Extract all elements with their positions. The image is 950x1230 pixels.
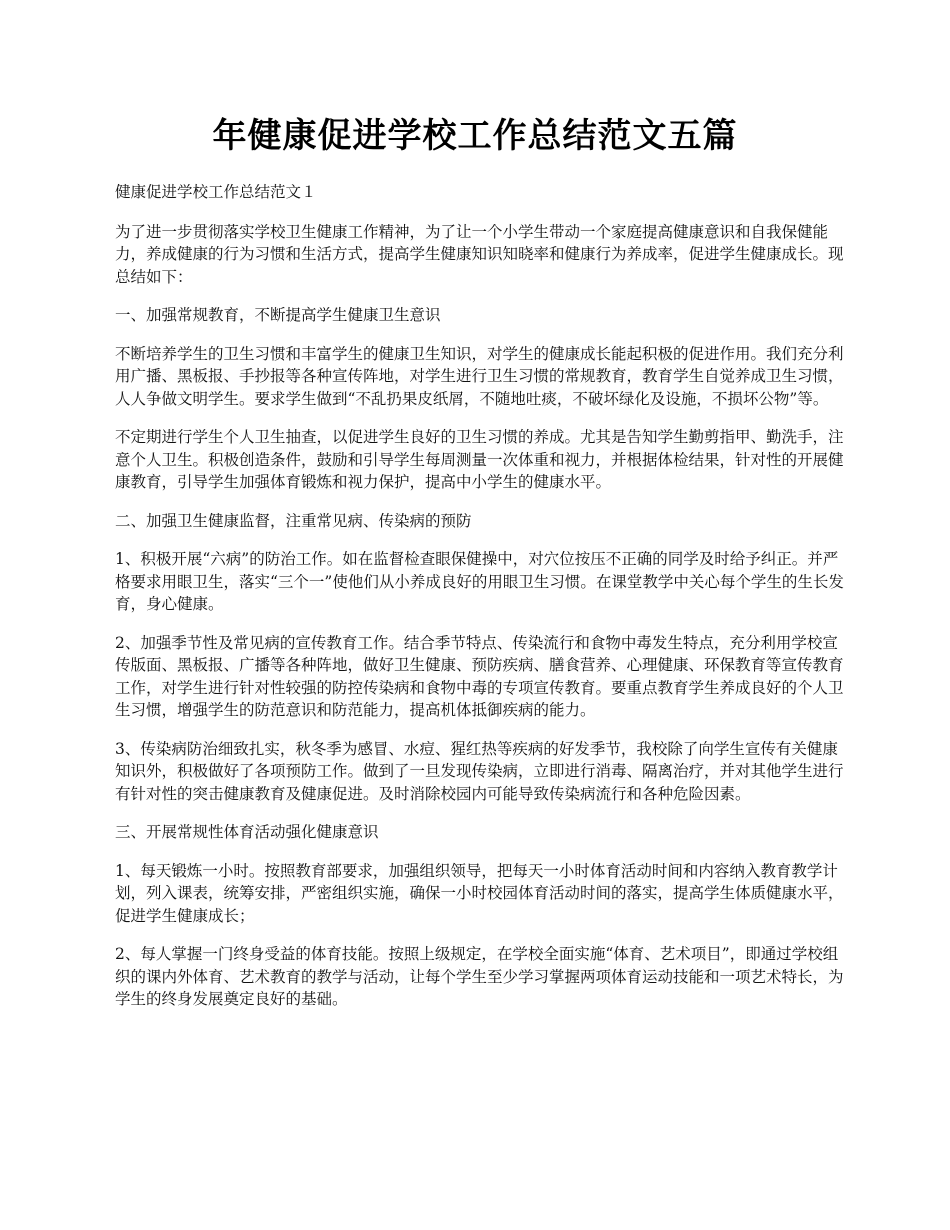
section-heading-3: 三、开展常规性体育活动强化健康意识 <box>115 823 379 841</box>
section-heading-2: 二、加强卫生健康监督，注重常见病、传染病的预防 <box>115 511 472 530</box>
list-item-paragraph: 2、加强季节性及常见病的宣传教育工作。结合季节特点、传染流行和食物中毒发生特点，充分利用学校宣传版面、黑板报、广播等各种阵地，做好卫生健康、预防疾病、膳食营养、心理健康、环保教育等宣传教育工作，对学生进行针对性较强的防控传染病和食物中毒的专项宣传教育。要重点教育学生养成良好的个人卫生习惯，增强学生的防范意识和防范能力，提高机体抵御疾病的能力。 <box>115 633 844 719</box>
list-item-paragraph: 1、每天锻炼一小时。按照教育部要求，加强组织领导，把每天一小时体育活动时间和内容纳入教育教学计划，列入课表，统筹安排，严密组织实施，确保一小时校园体育活动时间的落实，提高学生体质健康水平，促进学生健康成长； <box>115 861 844 925</box>
list-item-paragraph: 1、积极开展“六病”的防治工作。如在监督检查眼保健操中，对穴位按压不正确的同学及时给予纠正。并严格要求用眼卫生，落实“三个一”使他们从小养成良好的用眼卫生习惯。在课堂教学中关心每个学生的生长发育，身心健康。 <box>115 550 844 613</box>
list-item-paragraph: 2、每人掌握一门终身受益的体育技能。按照上级规定，在学校全面实施“体育、艺术项目”，即通过学校组织的课内外体育、艺术教育的教学与活动，让每个学生至少学习掌握两项体育运动技能和一项艺术特长，为学生的终身发展奠定良好的基础。 <box>115 945 844 1008</box>
section-heading-1: 一、加强常规教育，不断提高学生健康卫生意识 <box>115 306 441 324</box>
list-item-paragraph: 3、传染病防治细致扎实，秋冬季为感冒、水痘、猩红热等疾病的好发季节，我校除了向学生宣传有关健康知识外，积极做好了各项预防工作。做到了一旦发现传染病，立即进行消毒、隔离治疗，并对其他学生进行有针对性的突击健康教育及健康促进。及时消除校园内可能导致传染病流行和各种危险因素。 <box>115 739 844 803</box>
intro-paragraph: 为了进一步贯彻落实学校卫生健康工作精神，为了让一个小学生带动一个家庭提高健康意识和自我保健能力，养成健康的行为习惯和生活方式，提高学生健康知识知晓率和健康行为养成率，促进学生健康成长。现总结如下： <box>115 222 844 286</box>
body-paragraph: 不断培养学生的卫生习惯和丰富学生的健康卫生知识，对学生的健康成长能起积极的促进作用。我们充分利用广播、黑板报、手抄报等各种宣传阵地，对学生进行卫生习惯的常规教育，教育学生自觉养成卫生习惯，人人争做文明学生。要求学生做到“不乱扔果皮纸屑，不随地吐痰，不破坏绿化及设施，不损坏公物”等。 <box>115 344 844 408</box>
section-subtitle: 健康促进学校工作总结范文１ <box>115 183 317 201</box>
document-title: 年健康促进学校工作总结范文五篇 <box>212 116 738 156</box>
document-body <box>115 181 845 1027</box>
body-paragraph: 不定期进行学生个人卫生抽查，以促进学生良好的卫生习惯的养成。尤其是告知学生勤剪指甲、勤洗手，注意个人卫生。积极创造条件，鼓励和引导学生每周测量一次体重和视力，并根据体检结果，针对性的开展健康教育，引导学生加强体育锻炼和视力保护，提高中小学生的健康水平。 <box>115 428 844 491</box>
